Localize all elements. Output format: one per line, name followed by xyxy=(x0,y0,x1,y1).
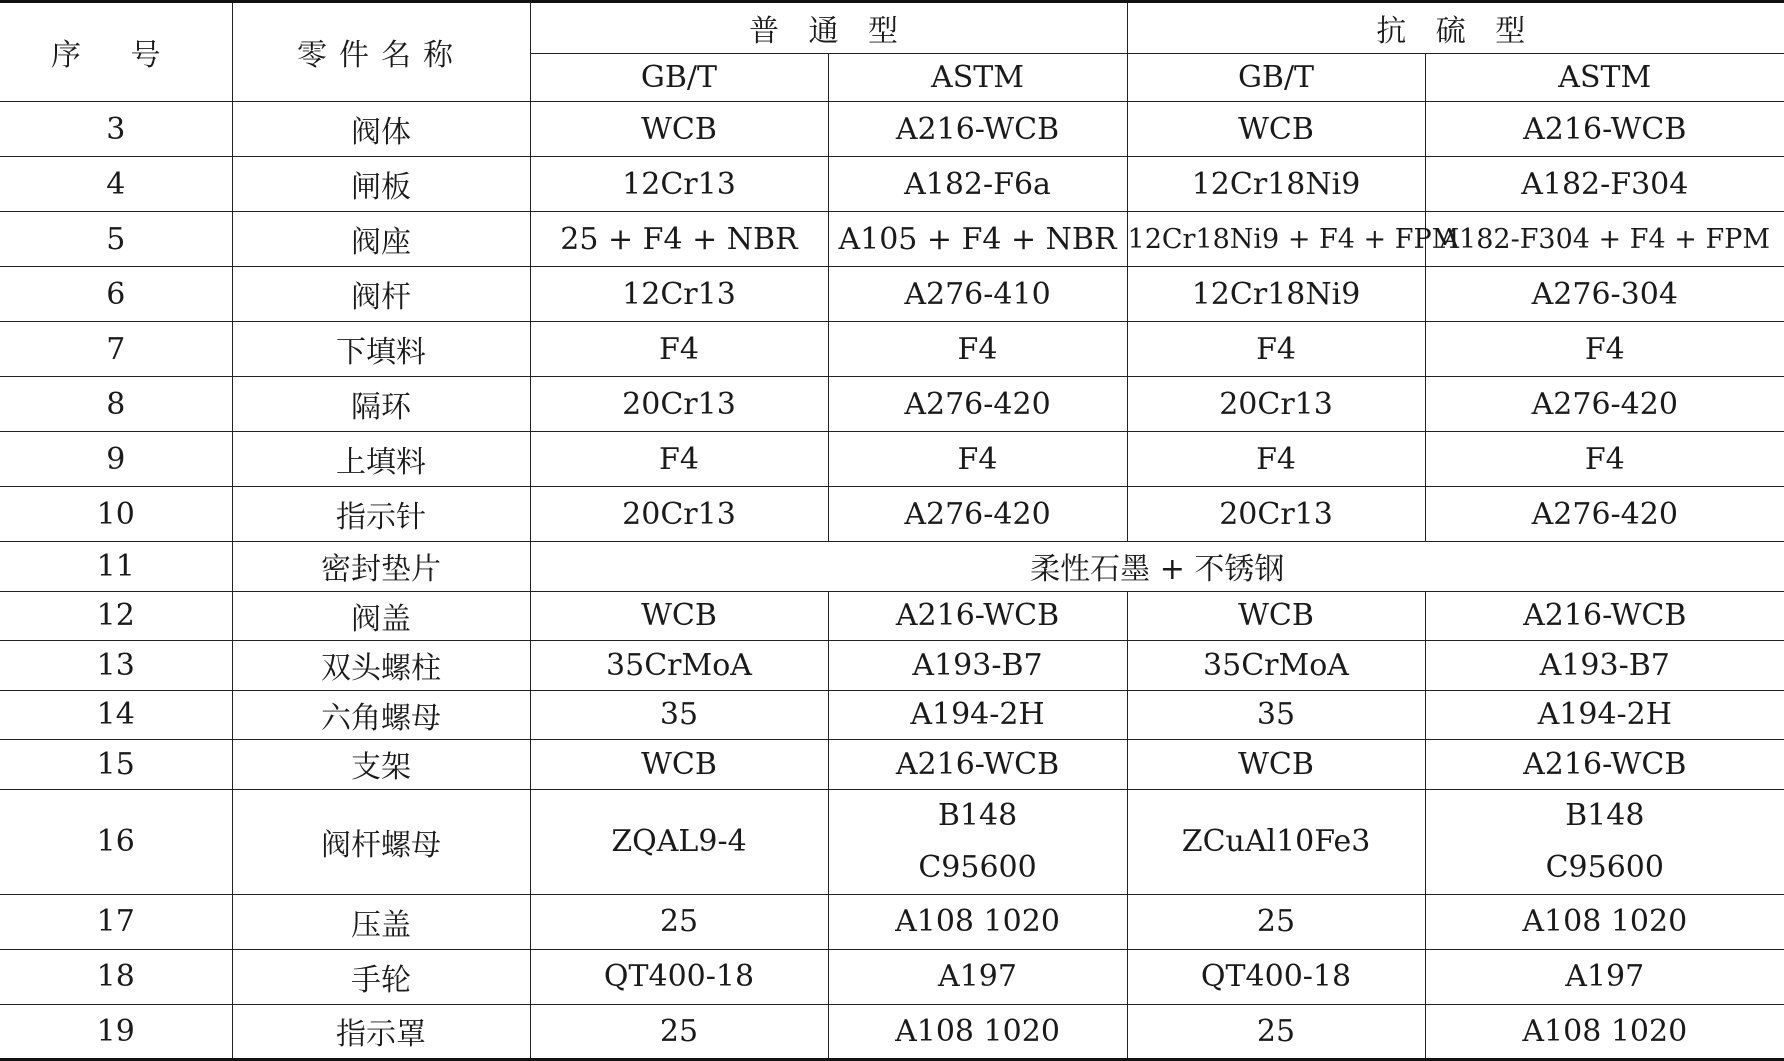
cell-normal-astm xyxy=(828,789,1127,894)
table-row xyxy=(0,157,1784,212)
cell-sulfur-gbt: F4 xyxy=(1127,432,1425,487)
cell-sulfur-gbt: 35CrMoA xyxy=(1127,641,1425,691)
header-normal-astm: ASTM xyxy=(828,54,1127,102)
cell-normal-gbt: 12Cr13 xyxy=(530,267,828,322)
cell-sulfur-gbt: 12Cr18Ni9 + F4 + FPM xyxy=(1127,212,1425,267)
cell-no: 9 xyxy=(0,432,232,487)
cell-no: 7 xyxy=(0,322,232,377)
cell-part-name: 指示罩 xyxy=(232,1004,530,1059)
cell-normal-astm: A197 xyxy=(828,949,1127,1004)
cell-sulfur-astm: A276-304 xyxy=(1425,267,1784,322)
cell-sulfur-astm xyxy=(1425,789,1784,894)
cell-normal-gbt: 12Cr13 xyxy=(530,157,828,212)
cell-normal-astm: A276-420 xyxy=(828,487,1127,542)
cell-normal-gbt: WCB xyxy=(530,591,828,641)
cell-normal-astm: A105 + F4 + NBR xyxy=(828,212,1127,267)
cell-part-name: 双头螺柱 xyxy=(232,641,530,691)
cell-sulfur-astm: A182-F304 xyxy=(1425,157,1784,212)
cell-no: 17 xyxy=(0,894,232,949)
cell-normal-astm: F4 xyxy=(828,432,1127,487)
cell-sulfur-astm: A276-420 xyxy=(1425,487,1784,542)
cell-normal-astm: A182-F6a xyxy=(828,157,1127,212)
cell-part-name: 阀杆 xyxy=(232,267,530,322)
cell-sulfur-astm-line-1: B148 xyxy=(1565,797,1645,833)
table-row xyxy=(0,690,1784,740)
cell-merged-material: 柔性石墨 + 不锈钢 xyxy=(530,542,1784,592)
header-part-name: 零件名称 xyxy=(232,2,530,102)
cell-part-name: 支架 xyxy=(232,740,530,790)
cell-normal-astm-line-2: C95600 xyxy=(918,849,1037,885)
cell-sulfur-astm: A108 1020 xyxy=(1425,1004,1784,1059)
cell-normal-gbt: WCB xyxy=(530,102,828,157)
cell-part-name: 阀座 xyxy=(232,212,530,267)
cell-no: 13 xyxy=(0,641,232,691)
cell-normal-gbt: 20Cr13 xyxy=(530,487,828,542)
cell-sulfur-astm: F4 xyxy=(1425,322,1784,377)
cell-normal-astm: A216-WCB xyxy=(828,591,1127,641)
cell-sulfur-gbt: 25 xyxy=(1127,1004,1425,1059)
cell-normal-gbt: 25 + F4 + NBR xyxy=(530,212,828,267)
cell-sulfur-gbt: 20Cr13 xyxy=(1127,487,1425,542)
cell-no: 15 xyxy=(0,740,232,790)
cell-sulfur-gbt: WCB xyxy=(1127,102,1425,157)
cell-normal-gbt: 35 xyxy=(530,690,828,740)
cell-sulfur-astm: A197 xyxy=(1425,949,1784,1004)
cell-no: 18 xyxy=(0,949,232,1004)
cell-part-name: 阀体 xyxy=(232,102,530,157)
header-row-1 xyxy=(0,2,1784,54)
cell-sulfur-astm: A216-WCB xyxy=(1425,102,1784,157)
cell-normal-astm: A276-420 xyxy=(828,377,1127,432)
cell-sulfur-astm: A193-B7 xyxy=(1425,641,1784,691)
cell-normal-gbt: 35CrMoA xyxy=(530,641,828,691)
cell-sulfur-gbt: WCB xyxy=(1127,740,1425,790)
cell-sulfur-astm: F4 xyxy=(1425,432,1784,487)
cell-normal-astm-line-1: B148 xyxy=(937,797,1018,833)
table-row xyxy=(0,267,1784,322)
cell-part-name: 指示针 xyxy=(232,487,530,542)
cell-no: 14 xyxy=(0,690,232,740)
cell-normal-astm: A108 1020 xyxy=(828,894,1127,949)
cell-sulfur-astm: A216-WCB xyxy=(1425,740,1784,790)
table-row xyxy=(0,102,1784,157)
header-sulfur-gbt: GB/T xyxy=(1127,54,1425,102)
cell-normal-gbt: 25 xyxy=(530,894,828,949)
cell-sulfur-astm: A182-F304 + F4 + FPM xyxy=(1425,212,1784,267)
cell-normal-astm: A193-B7 xyxy=(828,641,1127,691)
table-row xyxy=(0,487,1784,542)
cell-normal-gbt: QT400-18 xyxy=(530,949,828,1004)
cell-sulfur-gbt: WCB xyxy=(1127,591,1425,641)
cell-part-name: 上填料 xyxy=(232,432,530,487)
cell-sulfur-astm: A108 1020 xyxy=(1425,894,1784,949)
cell-no: 3 xyxy=(0,102,232,157)
table-row xyxy=(0,432,1784,487)
cell-normal-astm: A276-410 xyxy=(828,267,1127,322)
cell-part-name: 压盖 xyxy=(232,894,530,949)
cell-no: 6 xyxy=(0,267,232,322)
table-row xyxy=(0,949,1784,1004)
cell-no: 8 xyxy=(0,377,232,432)
cell-part-name: 手轮 xyxy=(232,949,530,1004)
cell-part-name: 下填料 xyxy=(232,322,530,377)
cell-normal-gbt: 25 xyxy=(530,1004,828,1059)
cell-part-name: 阀杆螺母 xyxy=(232,789,530,894)
cell-normal-astm: A216-WCB xyxy=(828,740,1127,790)
header-sulfur-astm: ASTM xyxy=(1425,54,1784,102)
cell-no: 10 xyxy=(0,487,232,542)
cell-sulfur-gbt: F4 xyxy=(1127,322,1425,377)
cell-normal-astm: A194-2H xyxy=(828,690,1127,740)
table-row xyxy=(0,322,1784,377)
header-group-sulfur: 抗 硫 型 xyxy=(1127,2,1784,54)
table-row xyxy=(0,212,1784,267)
cell-sulfur-gbt: ZCuAl10Fe3 xyxy=(1127,789,1425,894)
cell-part-name: 六角螺母 xyxy=(232,690,530,740)
table-row xyxy=(0,377,1784,432)
cell-part-name: 隔环 xyxy=(232,377,530,432)
header-seq: 序 号 xyxy=(0,2,232,102)
cell-sulfur-gbt: 12Cr18Ni9 xyxy=(1127,157,1425,212)
cell-part-name: 阀盖 xyxy=(232,591,530,641)
cell-sulfur-gbt: 35 xyxy=(1127,690,1425,740)
cell-normal-astm: A108 1020 xyxy=(828,1004,1127,1059)
table-row xyxy=(0,740,1784,790)
cell-no: 5 xyxy=(0,212,232,267)
cell-normal-gbt: 20Cr13 xyxy=(530,377,828,432)
cell-normal-gbt: ZQAL9-4 xyxy=(530,789,828,894)
header-normal-gbt: GB/T xyxy=(530,54,828,102)
cell-no: 12 xyxy=(0,591,232,641)
cell-normal-gbt: F4 xyxy=(530,322,828,377)
cell-sulfur-astm-line-2: C95600 xyxy=(1545,849,1664,885)
cell-no: 19 xyxy=(0,1004,232,1059)
cell-no: 4 xyxy=(0,157,232,212)
cell-normal-astm: F4 xyxy=(828,322,1127,377)
cell-no: 11 xyxy=(0,542,232,592)
cell-sulfur-astm: A194-2H xyxy=(1425,690,1784,740)
header-group-normal: 普 通 型 xyxy=(530,2,1127,54)
cell-sulfur-astm: A276-420 xyxy=(1425,377,1784,432)
table-row xyxy=(0,591,1784,641)
cell-sulfur-gbt: 20Cr13 xyxy=(1127,377,1425,432)
table-row xyxy=(0,789,1784,894)
cell-sulfur-gbt: QT400-18 xyxy=(1127,949,1425,1004)
cell-no: 16 xyxy=(0,789,232,894)
cell-sulfur-astm: A216-WCB xyxy=(1425,591,1784,641)
table-row xyxy=(0,894,1784,949)
cell-normal-gbt: F4 xyxy=(530,432,828,487)
cell-sulfur-gbt: 12Cr18Ni9 xyxy=(1127,267,1425,322)
table-row xyxy=(0,542,1784,592)
cell-normal-astm: A216-WCB xyxy=(828,102,1127,157)
cell-part-name: 密封垫片 xyxy=(232,542,530,592)
table-row xyxy=(0,1004,1784,1059)
cell-normal-gbt: WCB xyxy=(530,740,828,790)
table-row xyxy=(0,641,1784,691)
cell-part-name: 闸板 xyxy=(232,157,530,212)
cell-sulfur-gbt: 25 xyxy=(1127,894,1425,949)
